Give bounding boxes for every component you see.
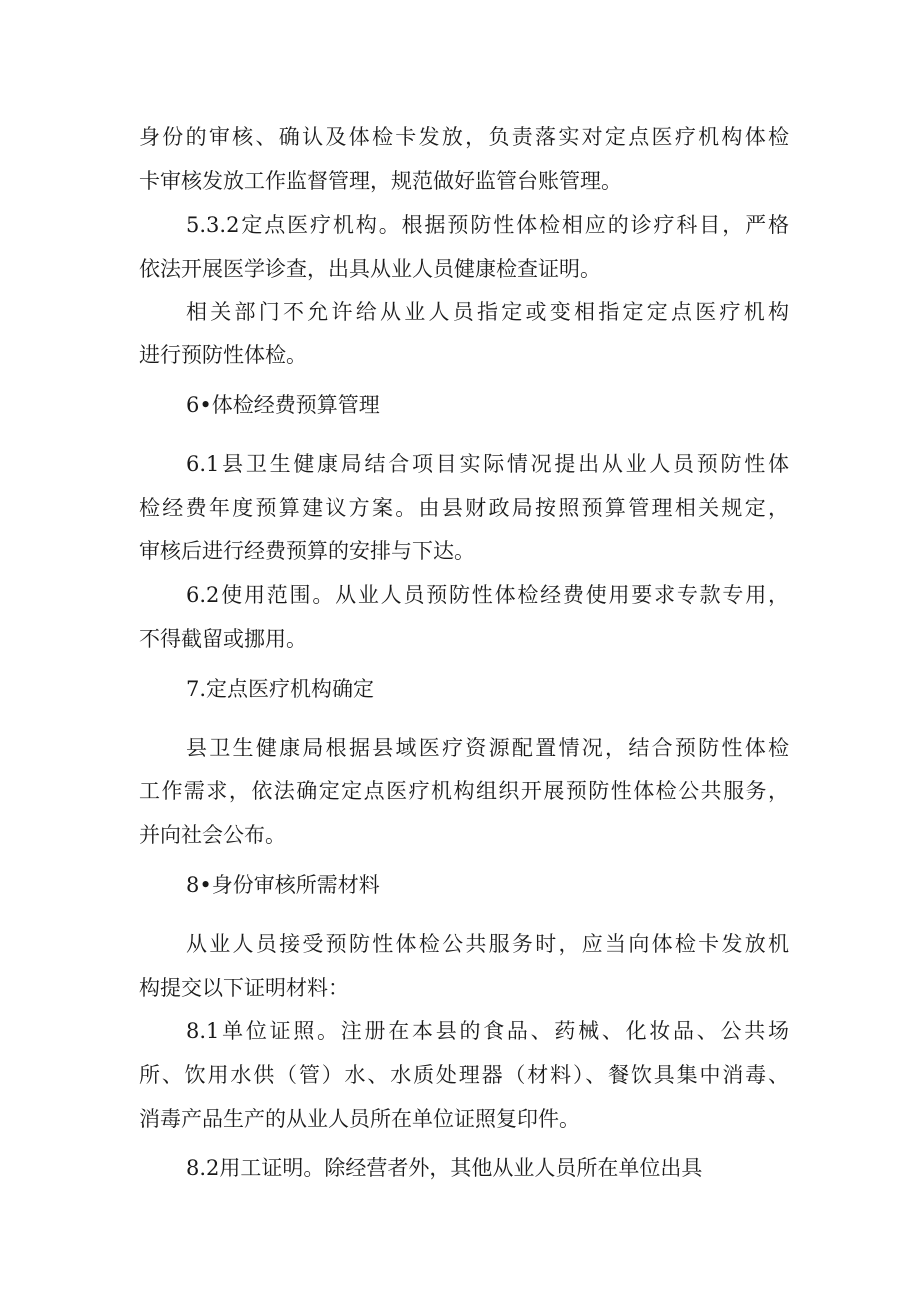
paragraph-line: 工作需求，依法确定定点医疗机构组织开展预防性体检公共服务， [139, 779, 789, 803]
paragraph-line: 8.1单位证照。注册在本县的食品、药械、化妆品、公共场 [186, 1019, 789, 1043]
paragraph-line: 从业人员接受预防性体检公共服务时，应当向体检卡发放机 [186, 932, 789, 956]
paragraph-line: 依法开展医学诊查，出具从业人员健康检查证明。 [139, 257, 601, 281]
paragraph-line: 进行预防性体检。 [139, 343, 307, 367]
paragraph-line: 相关部门不允许给从业人员指定或变相指定定点医疗机构 [186, 300, 789, 324]
section-heading: 6•体检经费预算管理 [186, 393, 380, 417]
paragraph-line: 审核后进行经费预算的安排与下达。 [139, 539, 475, 563]
paragraph-line: 6.1县卫生健康局结合项目实际情况提出从业人员预防性体 [186, 452, 789, 476]
paragraph-line: 不得截留或挪用。 [139, 627, 307, 651]
paragraph-line: 检经费年度预算建议方案。由县财政局按照预算管理相关规定， [139, 496, 789, 520]
paragraph-line: 6.2使用范围。从业人员预防性体检经费使用要求专款专用， [186, 583, 789, 607]
paragraph-line: 卡审核发放工作监督管理，规范做好监管台账管理。 [139, 169, 622, 193]
paragraph-line: 5.3.2定点医疗机构。根据预防性体检相应的诊疗科目，严格 [186, 213, 789, 237]
paragraph-line: 构提交以下证明材料： [139, 976, 349, 1000]
paragraph-line: 消毒产品生产的从业人员所在单位证照复印件。 [139, 1107, 580, 1131]
paragraph-line: 所、饮用水供（管）水、水质处理器（材料）、餐饮具集中消毒、 [139, 1063, 789, 1087]
paragraph-line: 8.2用工证明。除经营者外，其他从业人员所在单位出具 [186, 1156, 703, 1180]
paragraph-line: 并向社会公布。 [139, 823, 286, 847]
paragraph-line: 身份的审核、确认及体检卡发放，负责落实对定点医疗机构体检 [139, 125, 789, 149]
section-heading: 7.定点医疗机构确定 [186, 677, 375, 701]
paragraph-line: 县卫生健康局根据县域医疗资源配置情况，结合预防性体检 [186, 736, 789, 760]
section-heading: 8•身份审核所需材料 [186, 873, 380, 897]
